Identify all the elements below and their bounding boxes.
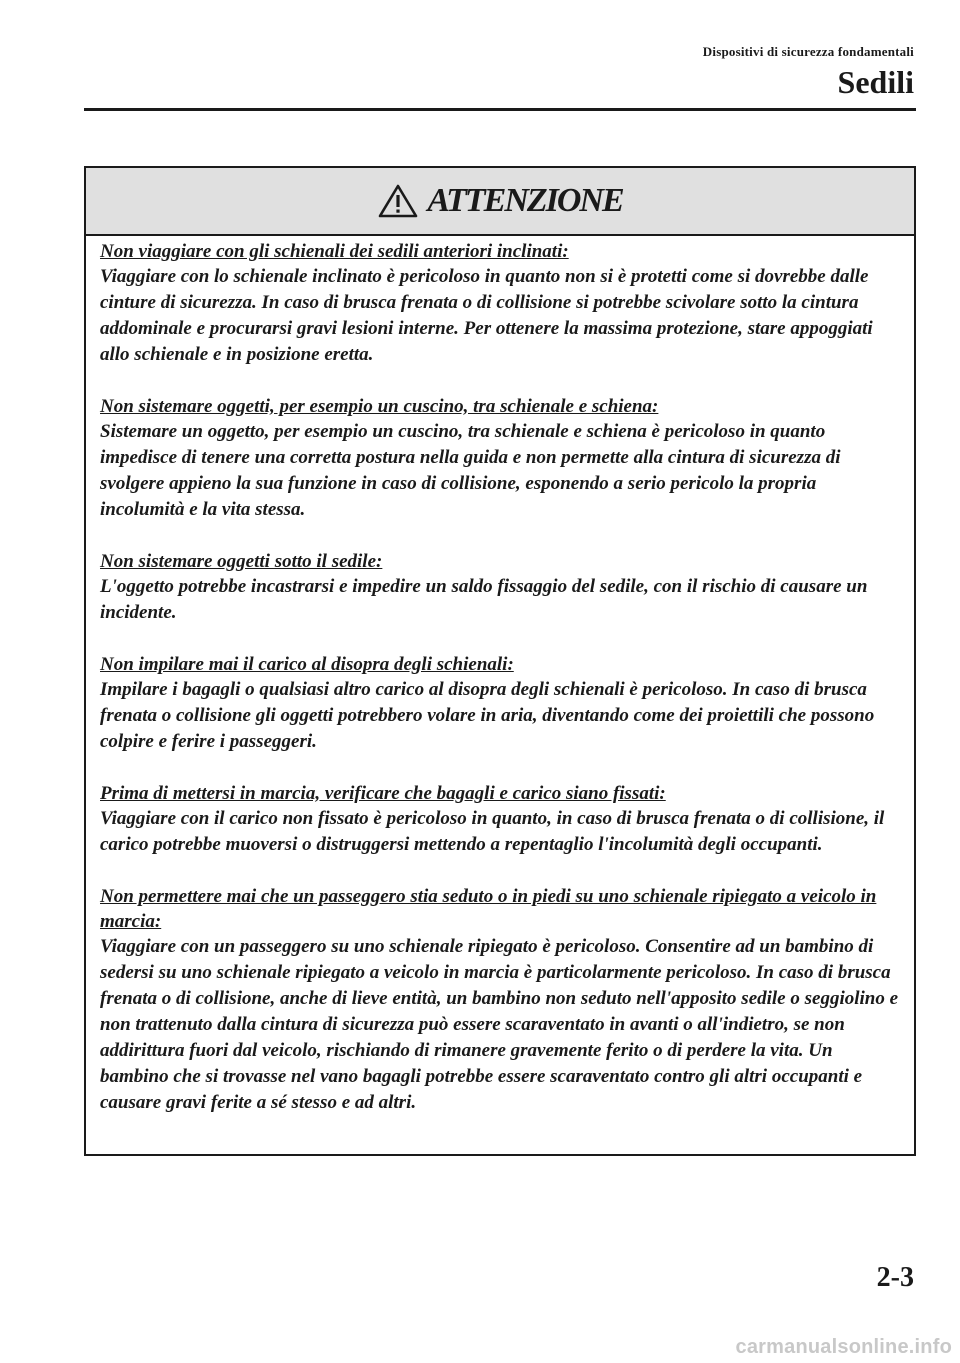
warning-triangle-icon <box>377 183 419 219</box>
warning-item <box>100 549 900 626</box>
section-header: Dispositivi di sicurezza fondamentali <box>702 44 914 59</box>
warning-body <box>86 236 914 1116</box>
warning-item <box>100 781 900 858</box>
warning-item-text: Viaggiare con lo schienale inclinato è pericoloso in quanto non si è protetti come si dovrebbe dalle cinture di sicurezza. In caso di brusca frenata o di collisione si potrebbe scivolare sotto la cintura addominale e procurarsi gravi lesioni interne. Per ottenere la massima protezione, stare appoggiati allo schienale e in posizione eretta. <box>100 266 873 365</box>
warning-item-heading: Non sistemare oggetti sotto il sedile: <box>100 551 383 572</box>
warning-item-heading: Non impilare mai il carico al disopra degli schienali: <box>100 654 514 675</box>
warning-title: ATTENZIONE <box>427 182 623 219</box>
warning-item-text: L'oggetto potrebbe incastrarsi e impedire un saldo fissaggio del sedile, con il rischio di causare un incidente. <box>100 576 868 623</box>
warning-item-text: Impilare i bagagli o qualsiasi altro carico al disopra degli schienali è pericoloso. In caso di brusca frenata o collisione gli oggetti potrebbero volare in aria, diventando come dei proiettili che possono colpire e ferire i passeggeri. <box>100 679 875 752</box>
page-title: Sedili <box>837 64 914 100</box>
warning-header <box>86 168 914 236</box>
header-divider <box>84 108 916 111</box>
warning-item-text: Viaggiare con il carico non fissato è pericoloso in quanto, in caso di brusca frenata o di collisione, il carico potrebbe muoversi o distruggersi mettendo a repentaglio l'incolumità degli occupanti. <box>100 808 885 855</box>
warning-item <box>100 884 900 1116</box>
watermark: carmanualsonline.info <box>735 1336 952 1358</box>
warning-item <box>100 239 900 368</box>
warning-item-heading: Non sistemare oggetti, per esempio un cuscino, tra schienale e schiena: <box>100 396 659 417</box>
warning-item <box>100 652 900 755</box>
warning-item-text: Viaggiare con un passeggero su uno schienale ripiegato è pericoloso. Consentire ad un bambino di sedersi su uno schienale ripiegato a veicolo in marcia è particolarmente pericoloso. In caso di brusca frenata o di collisione, anche di lieve entità, un bambino non seduto nell'apposito sedile o seggiolino e non trattenuto dalla cintura di sicurezza può essere scaraventato in avanti o all'indietro, se non addirittura fuori dal veicolo, rischiando di rimanere gravemente ferito o di perdere la vita. Un bambino che si trovasse nel vano bagagli potrebbe essere scaraventato contro gli altri occupanti e causare gravi ferite a sé stesso e ad altri. <box>100 936 899 1113</box>
warning-item-heading: Non viaggiare con gli schienali dei sedili anteriori inclinati: <box>100 241 569 262</box>
warning-item-heading: Prima di mettersi in marcia, verificare che bagagli e carico siano fissati: <box>100 783 666 804</box>
page-number: 2-3 <box>876 1262 914 1293</box>
warning-box <box>84 166 916 1156</box>
warning-item-text: Sistemare un oggetto, per esempio un cuscino, tra schienale e schiena è pericoloso in quanto impedisce di tenere una corretta postura nella guida e non permette alla cintura di sicurezza di svolgere appieno la sua funzione in caso di collisione, esponendo a serio pericolo la propria incolumità e la vita stessa. <box>100 421 841 520</box>
warning-item <box>100 394 900 523</box>
warning-item-heading: Non permettere mai che un passeggero stia seduto o in piedi su uno schienale ripiegato a veicolo in marcia: <box>100 886 877 932</box>
